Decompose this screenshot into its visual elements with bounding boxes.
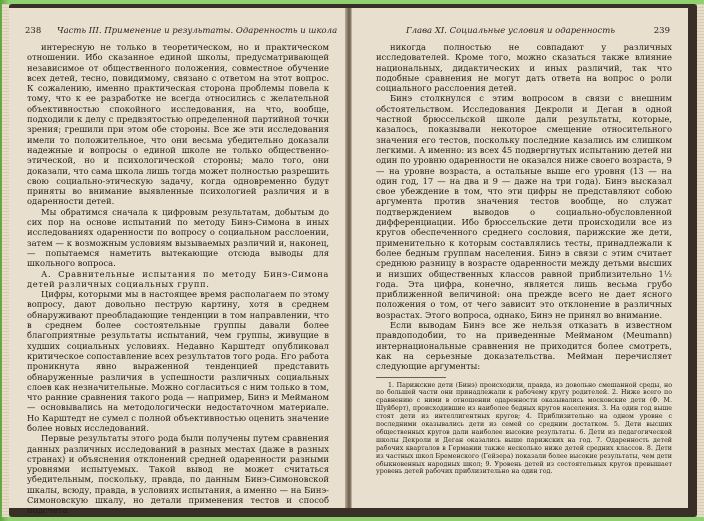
paragraph: Мы обратимся сначала к цифровым результатам, добытым до сих пор на основе испытаний по методу Бинэ-Симона в иных исследованиях одаренности по вопросу о социальном расслоении, затем — к возможным условиям вызываемых различий и, наконец, — попытаемся наметить вытекающие отсюда выводы для школьного вопроса.	[27, 206, 329, 269]
paragraph: Цифры, которыми мы в настоящее время располагаем по этому вопросу, дают довольно пеструю картину, хотя в среднем обнаруживают преобладающие тенденции в том направлении, что в среднем более состоятельные группы давали более благоприятные результаты испытаний, чем группы, живущие в худших социальных условиях. Недавно Карштедт опубликовал критическое сопоставление всех результатов того рода. Его работа проникнута явно выраженной тенденцией представить обнаруженные различия в успешности различных социальных слоев как незначительные. Можно согласиться с ним только в том, что ранние сравнения такого рода — например, Бинэ и Мейманом — основывались на методологически недостаточном материале. Но Карштедт не сумел с полной объективностью оценить значение более новых исследований.	[27, 289, 329, 433]
paragraph: Если выводам Бинэ все же нельзя отказать в известном правдоподобии, то на приведенные Мейманом (Meumann) интернациональные сравнения не приходится более смотреть, как на серьезные доказательства. Мейман перечисляет следующие аргументы:	[376, 320, 672, 372]
right-running-header: Глава XI. Социальные условия и одаренность	[406, 26, 615, 36]
page-edge-left	[2, 4, 9, 517]
paragraph: интересную не только в теоретическом, но и практическом отношении. Ибо сказанное единой школы, предусматривающей независимое от общественного положения, совместное обучение всех детей, тесно, повидимому, связано с ответом на этот вопрос. К сожалению, именно практическая сторона проблемы повела к тому, что к ее разработке не всегда относились с желательной объективностью спокойного исследования, на что, вообще, подходили к делу с предвзятостью определенной партийной точки зрения; грешили при этом обе стороны. Все же эти исследования имели то положительное, что они весьма убедительно доказали надежные и вопросы о единой школе не только общественно-этической, но и психологической стороны; мало того, они доказали, что сама школа лишь тогда может полностью разрешить свою социально-этическую задачу, когда одновременно будут приняты во внимание выявленные психологией различия и в одаренности детей.	[27, 42, 329, 207]
paragraph: никогда полностью не совпадают у различных исследователей. Кроме того, можно сказаться также влияние национальных, дидактических и иных различий, так что подобные сравнения не могут дать ответа на вопрос о роли социального расслоения детей.	[376, 42, 672, 94]
left-running-header: Часть III. Применение и результаты. Одаренность и школа	[57, 26, 338, 36]
left-page-number: 238	[25, 26, 42, 36]
page-edge-right	[697, 4, 704, 517]
right-page-body	[376, 42, 672, 476]
paragraph: Первые результаты этого рода были получены путем сравнения данных различных исследований в разных местах (даже в разных странах) и объяснения отклонений средней одаренности разными уровнями испытуемых. Такой вывод не может считаться убедительным, поскольку, правда, по данным Бинэ-Симоновской шкалы, всюду, правда, в условиях испытания, а именно — на Бинэ-Симоновскую шкалу, но детали применения тестов и способ подсчета	[27, 433, 329, 516]
footnote-text: 1. Парижские дети (Бинэ) происходили, правда, из довольно смешанной среды, но по большей части они принадлежали к рабочему кругу родителей. 2. Ниже всего по сравнению с ними в отношении одаренности оказывались московские дети (Ф. М. Шуйберт), происходившие из наиболее бедных кругов населения. 3. На один год выше стоят дети из интеллигентных кругов; 4. Приблизительно на одном уровне с последними оказывались дети из семей со средним достатком. 5. Дети высших общественных кругов дали наиболее высокие результаты. 6. Дети из педагогической школы Декроли и Деган оказались выше парижских на год. 7. Одаренность детей рабочих кварталов в Германии также несколько ниже детей средних классов. 8. Дети из частных школ Бременского (Гейзера) показали более высокие результаты, чем дети обыкновенных народных школ; 9. Уровень детей из состоятельных кругов превышает уровень детей рабочих приблизительно на один год.	[376, 381, 672, 476]
left-page	[9, 8, 348, 516]
footnote-divider	[376, 377, 446, 378]
left-page-body	[27, 42, 329, 516]
open-book	[9, 4, 697, 517]
section-heading: А. Сравнительные испытания по методу Бинэ-Симона детей различных социальных групп.	[27, 268, 329, 289]
right-page-number: 239	[653, 26, 670, 36]
paragraph: Бинэ столкнулся с этим вопросом в связи с внешним обстоятельством. Исследования Декроли и Деган в одной частной брюссельской школе дали результаты, которые, казалось, показывали некоторое смещение относительного значения его тестов, поскольку последние казались им слишком легкими. А именно: из всех 45 подвергнутых испытанию детей ни один по уровню одаренности не оказался ниже своего возраста, 9 — на уровне возраста, а остальные выше его уровня (13 — на один год, 17 — на два и 9 — даже на три года). Бинэ высказал свое убеждение в том, что эти цифры не представляют собою аргумента против значения тестов вообще, но служат подтверждением выводов о социально-обусловленной дифференциации. Ибо брюссельские дети происходили все из кругов обеспеченного среднего сословия, парижские же дети, применительно к которым составлялись тесты, принадлежали к более бедным группам населения. Бинэ в связи с этим считает среднюю разницу в возрасте одаренности между детьми высших и низших общественных классов равной приблизительно 1½ года. Эта цифра, конечно, является лишь весьма грубо приближенной величиной: она прежде всего не дает ясного положения о том, от чего зависит это отклонение в различных возрастах. Этого вопроса, однако, Бинэ не принял во внимание.	[376, 93, 672, 320]
right-page	[351, 8, 688, 508]
